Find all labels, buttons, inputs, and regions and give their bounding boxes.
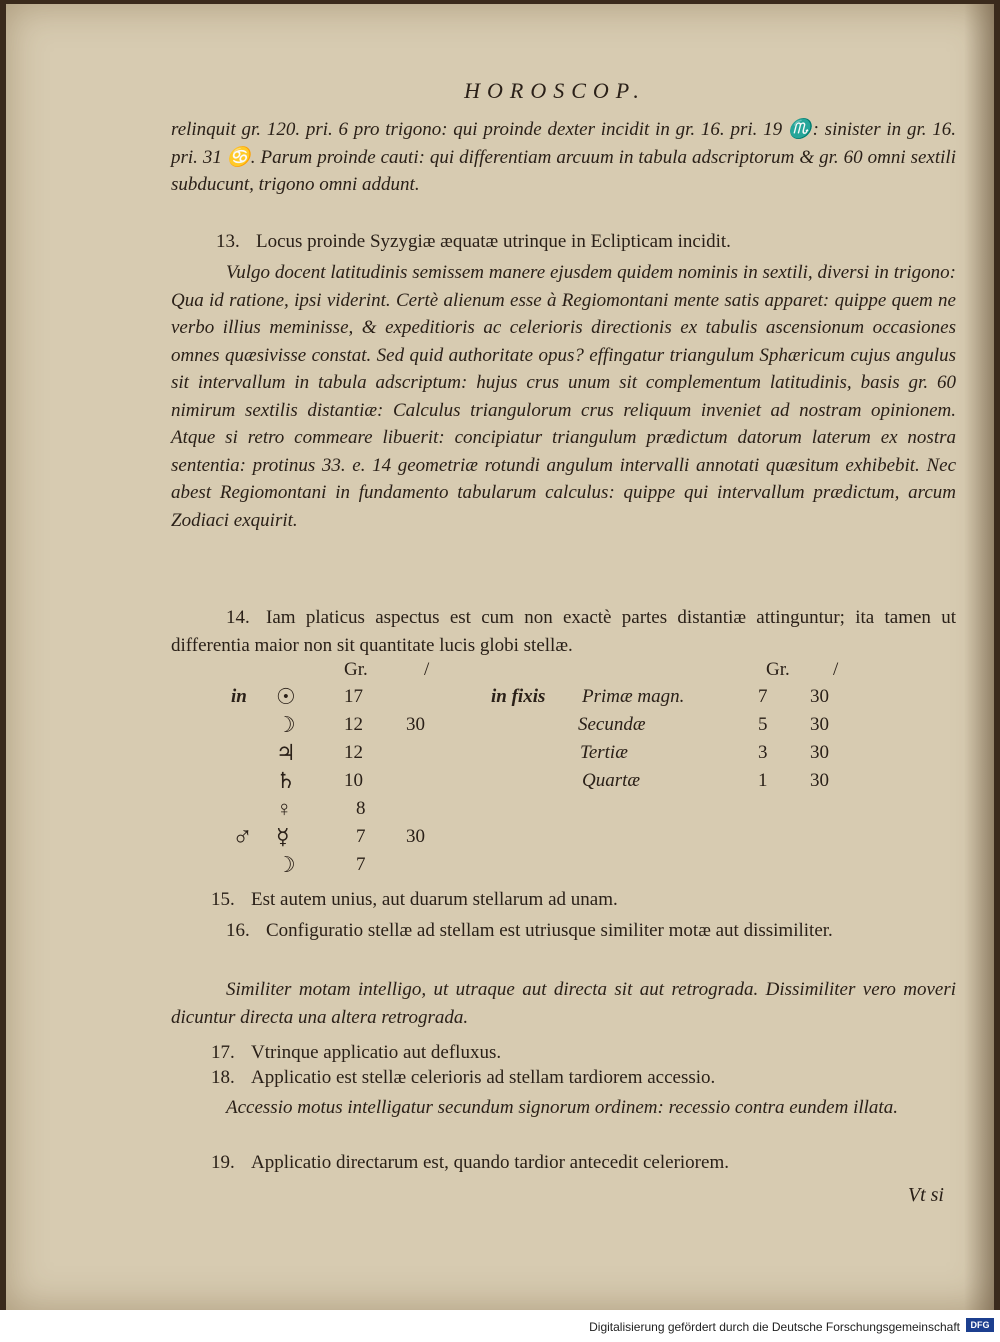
fixed-quarta-gr: 1 — [758, 770, 768, 791]
dfg-logo: DFG — [966, 1318, 994, 1332]
moon2-symbol: ☽ — [276, 852, 296, 877]
paragraph-17 — [211, 1039, 956, 1067]
sun-gr: 17 — [344, 686, 363, 707]
paragraph-vulgo-text: Vulgo docent latitudinis semissem manere ejusdem quidem nominis in sextili, diversi in trigono: Qua id ratione, ipsi viderint. Certè alienum esse à Regiomontani mente satis apparet: quippe quem ne verbo illius meminisse, & expeditioris ac celerioris directionis ex tabulis ascensionum occasiones omnes quæsivisse constat. Sed quid authoritate opus? effingatur triangulum Sphæricum cujus angulus sit intervallum in tabula adscriptum: hujus crus unum sit complementum latitudinis, basis gr. 60 nimirum sextilis distantiæ: Calculus triangulorum crus reliquum inveniet ad nostram opinionem. Atque si retro commeare libuerit: concipiatur triangulum prædictum datorum laterum ex nostra sententia: protinus 33. e. 14 geometriæ rotundi angulum intervalli annotati quæsitum exhibebit. Nec abest Regiomontani in fundamento tabularum calculus: quippe qui intervallum prædictum, arcum Zodiaci exquirit. — [171, 262, 956, 531]
number-17: 17. — [211, 1042, 235, 1063]
digitization-footer — [0, 1310, 1000, 1342]
fixed-quarta-name: Quartæ — [582, 770, 641, 791]
paragraph-13-text: Locus proinde Syzygiæ æquatæ utrinque in Eclipticam incidit. — [256, 231, 731, 252]
number-15: 15. — [211, 889, 235, 910]
saturn-symbol: ♄ — [276, 768, 296, 793]
jupiter-gr: 12 — [344, 742, 363, 763]
number-18: 18. — [211, 1067, 235, 1088]
jupiter-symbol: ♃ — [276, 740, 296, 765]
running-head: HOROSCOP. — [464, 78, 646, 103]
paragraph-16-text: Configuratio stellæ ad stellam est utriusque similiter motæ aut dissimiliter. — [266, 920, 833, 941]
saturn-gr: 10 — [344, 770, 363, 791]
header-min-right: / — [833, 659, 839, 680]
paragraph-accessio — [171, 1094, 956, 1122]
mars-margin-note: ♂ — [232, 822, 253, 853]
paragraph-similiter-text: Similiter motam intelligo, ut utraque aut directa sit aut retrograda. Dissimiliter vero moveri dicuntur directa una altera retrograda. — [171, 979, 956, 1028]
number-16: 16. — [226, 920, 250, 941]
venus-gr: 8 — [356, 798, 366, 819]
paragraph-15 — [211, 886, 956, 914]
paragraph-16 — [171, 917, 956, 945]
paragraph-19 — [211, 1149, 956, 1177]
moon2-gr: 7 — [356, 854, 366, 875]
fixed-tertia-gr: 3 — [758, 742, 768, 763]
in-label: in — [231, 686, 247, 707]
fixed-secunda-min: 30 — [810, 714, 829, 735]
paragraph-top-text: relinquit gr. 120. pri. 6 pro trigono: qui proinde dexter incidit in gr. 16. pri. 19 ♏: sinister in gr. 16. pri. 31 ♋. Parum proinde cauti: qui differentiam arcuum in tabula adscriptorum & gr. 60 omni sextili subducunt, trigono omni addunt. — [171, 119, 956, 195]
fixed-tertia-min: 30 — [810, 742, 829, 763]
fixed-prima-min: 30 — [810, 686, 829, 707]
paragraph-14-text: Iam platicus aspectus est cum non exactè partes distantiæ attinguntur; ita tamen ut differentia maior non sit quantitate lucis globi stellæ. — [171, 607, 956, 656]
moon-symbol: ☽ — [276, 712, 296, 737]
paragraph-18 — [211, 1064, 956, 1092]
fixis-label: in fixis — [491, 686, 546, 707]
paragraph-17-text: Vtrinque applicatio aut defluxus. — [251, 1042, 502, 1063]
fixed-prima-gr: 7 — [758, 686, 768, 707]
mercury-symbol: ☿ — [276, 824, 290, 849]
fixed-prima-name: Primæ magn. — [582, 686, 685, 707]
number-13: 13. — [216, 231, 240, 252]
fixed-quarta-min: 30 — [810, 770, 829, 791]
sun-symbol: ☉ — [276, 684, 296, 709]
header-gr-right: Gr. — [766, 659, 790, 680]
book-page — [6, 4, 994, 1310]
number-19: 19. — [211, 1152, 235, 1173]
paragraph-similiter — [171, 976, 956, 1031]
fixed-secunda-name: Secundæ — [578, 714, 646, 735]
header-gr-left: Gr. — [344, 659, 368, 680]
number-14: 14. — [226, 607, 250, 628]
moon-min: 30 — [406, 714, 425, 735]
paragraph-18-text: Applicatio est stellæ celerioris ad stellam tardiorem accessio. — [251, 1067, 716, 1088]
footer-text: Digitalisierung gefördert durch die Deutsche Forschungsgemeinschaft — [589, 1320, 960, 1334]
venus-symbol: ♀ — [276, 796, 293, 821]
paragraph-accessio-text: Accessio motus intelligatur secundum signorum ordinem: recessio contra eundem illata. — [226, 1097, 898, 1118]
moon-gr: 12 — [344, 714, 363, 735]
header-min-left: / — [424, 659, 430, 680]
paragraph-19-text: Applicatio directarum est, quando tardior antecedit celeriorem. — [251, 1152, 729, 1173]
paragraph-15-text: Est autem unius, aut duarum stellarum ad unam. — [251, 889, 618, 910]
fixed-tertia-name: Tertiæ — [580, 742, 628, 763]
fixed-secunda-gr: 5 — [758, 714, 768, 735]
mercury-gr: 7 — [356, 826, 366, 847]
mercury-min: 30 — [406, 826, 425, 847]
catchword: Vt si — [907, 1184, 944, 1206]
